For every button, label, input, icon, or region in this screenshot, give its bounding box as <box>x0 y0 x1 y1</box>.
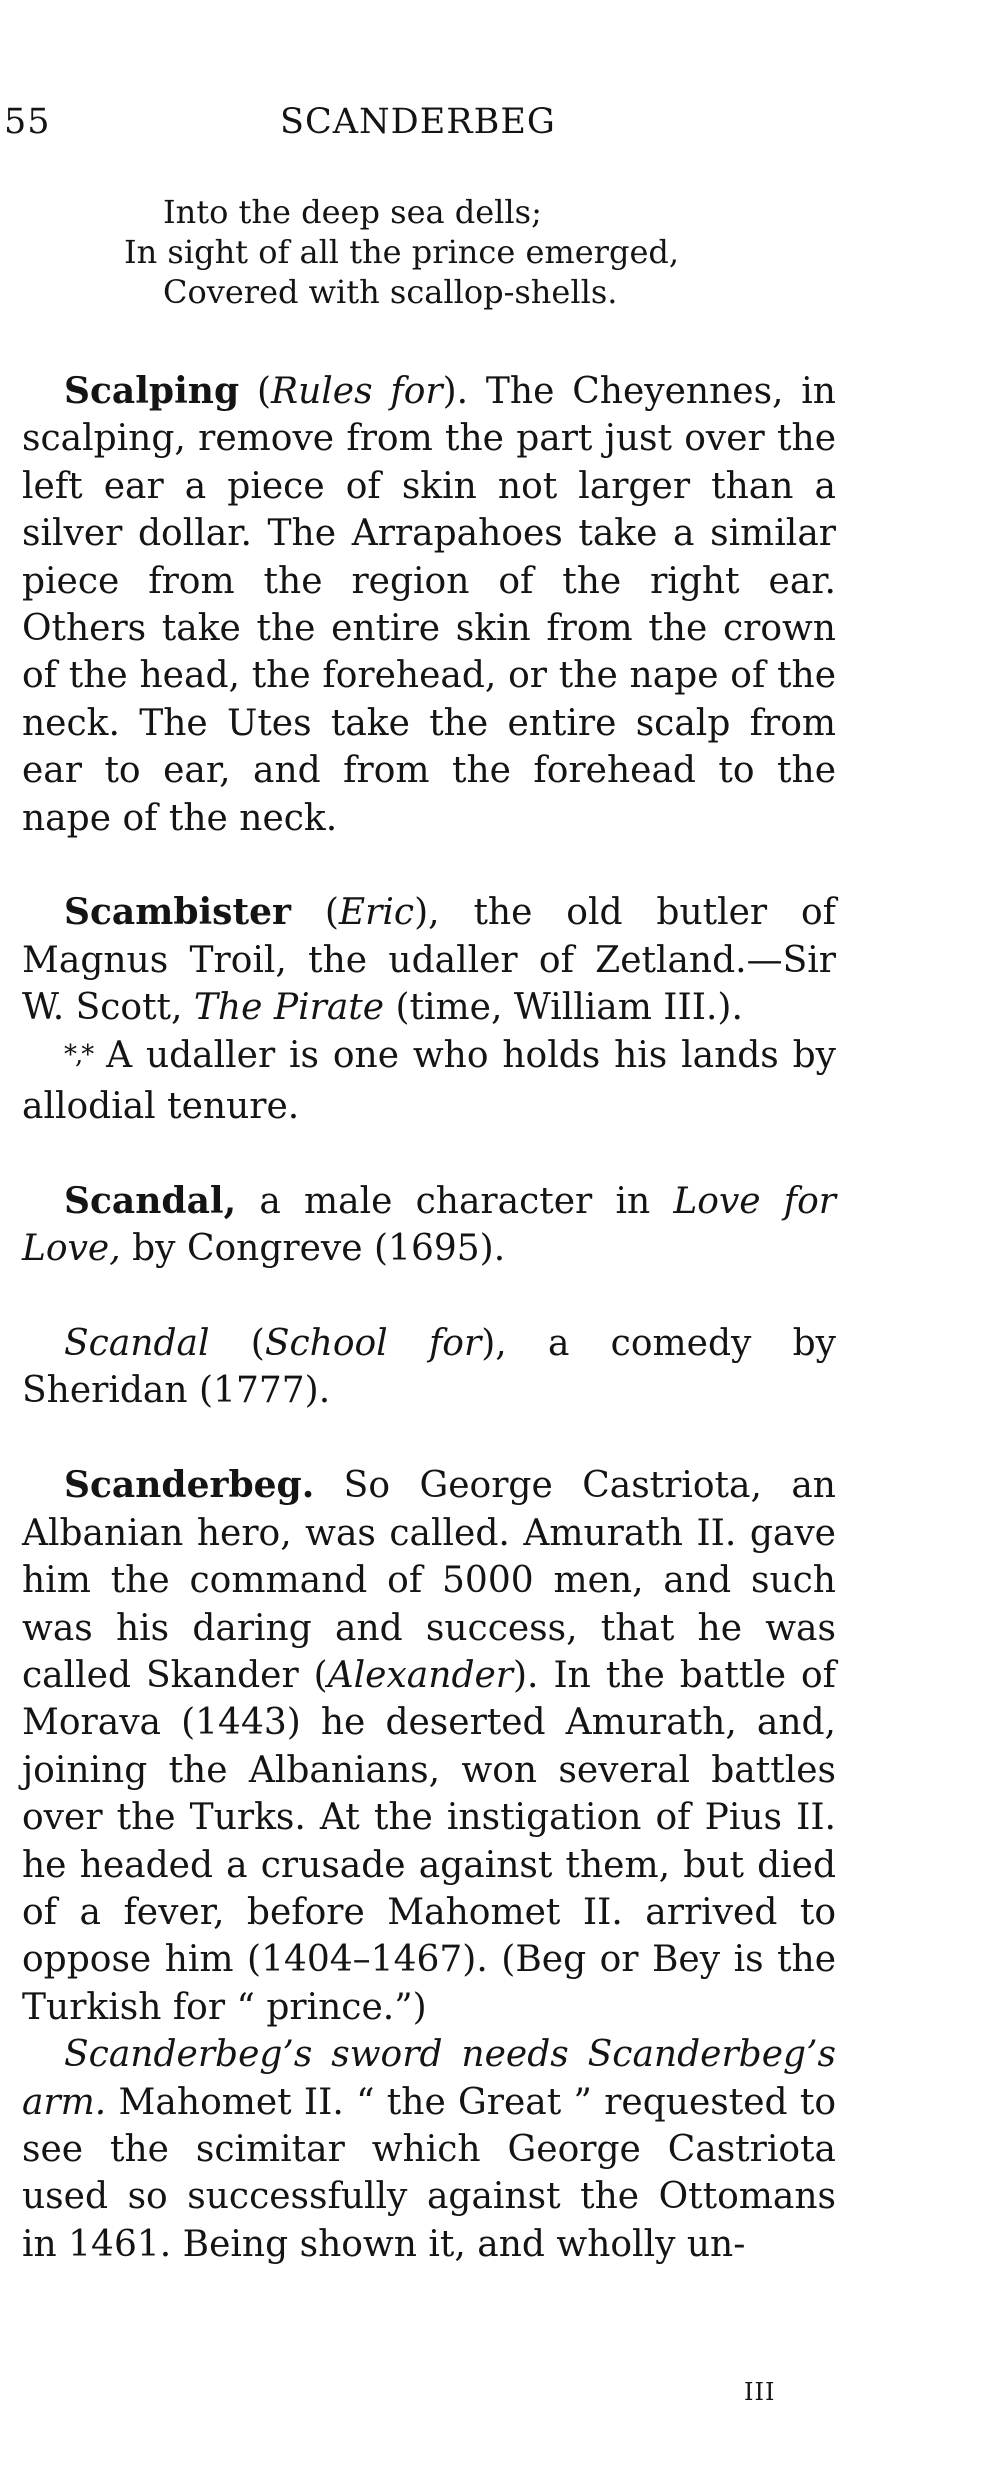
entry-scambister: Scambister (Eric), the old butler of Magnus Troil, the udaller of Zetland.—Sir W. Scott, The Pirate (time, William III.). <box>22 891 836 1029</box>
headword: Scanderbeg. <box>64 1464 315 1507</box>
running-head: SCANDERBEG <box>280 102 556 142</box>
work-title: Love for Love, <box>22 1180 837 1270</box>
subentry-label: Eric <box>338 892 415 934</box>
headword: Scalping <box>64 370 240 412</box>
headword: Scandal, <box>64 1179 237 1222</box>
asterism-mark: *,* <box>64 1039 93 1070</box>
entry-body: a comedy by Sheridan (1777). <box>22 1323 836 1412</box>
entry-body: a male character in <box>236 1180 674 1222</box>
subentry-label: Rules for <box>270 371 443 412</box>
subentry-label: School for <box>264 1323 482 1365</box>
entry-school-for-scandal: Scandal (School for), a comedy by Sheridan (1777). <box>22 1323 836 1412</box>
entry-body: The Cheyennes, in scalping, remove from the part just over the left ear a piece of skin not larger than a silver dollar. The Arrapahoes take a similar piece from the region of the right ear. Others take the entire skin from the crown of the head, the forehead, or the nape of the neck. The Utes take the entire scalp from ear to ear, and from the forehead to the nape of the neck. <box>22 371 836 839</box>
verse-quotation <box>0 192 1000 312</box>
verse-line: Covered with scallop-shells. <box>163 273 618 311</box>
verse-line: In sight of all the prince emerged, <box>124 233 680 271</box>
entry-body: So George Castriota, an Albanian hero, was called. Amurath II. gave him the command of 5000 men, and such was his daring and success, that he was called Skander ( <box>22 1465 836 1696</box>
proverb-body: Mahomet II. “ the Great ” requested to see the scimitar which George Castriota used so successfully against the Ottomans in 1461. Being shown it, and wholly un- <box>22 2081 836 2265</box>
entry-proverb <box>22 2031 836 2268</box>
alias: Alexander <box>327 1654 513 1696</box>
entry-note <box>22 1032 836 1131</box>
headword: Scandal <box>64 1323 210 1365</box>
headword: Scambister <box>64 891 291 934</box>
work-title: The Pirate <box>193 987 385 1029</box>
entry-body: the old butler of Magnus Troil, the udaller of Zetland.—Sir W. Scott, <box>22 892 836 1029</box>
page-number: 55 <box>4 102 51 142</box>
signature-mark: III <box>744 2378 776 2406</box>
entry-scanderbeg: Scanderbeg. So George Castriota, an Albanian hero, was called. Amurath II. gave him the command of 5000 men, and such was his daring and success, that he was called Skander (Alexander). In the battle of Morava (1443) he deserted Amurath, and, joining the Albanians, won several battles over the Turks. At the instigation of Pius II. he headed a crusade against them, but died of a fever, before Mahomet II. arrived to oppose him (1404–1467). (Beg or Bey is the Turkish for “ prince.”) <box>22 1464 836 2028</box>
note-text: A udaller is one who holds his lands by allodial tenure. <box>22 1034 836 1128</box>
entries-column <box>22 368 836 2268</box>
proverb: Scanderbeg’s sword needs Scanderbeg’s arm. <box>22 2034 836 2123</box>
entry-scalping: Scalping (Rules for). The Cheyennes, in scalping, remove from the part just over the left ear a piece of skin not larger than a silver dollar. The Arrapahoes take a similar piece from the region of the right ear. Others take the entire skin from the crown of the head, the forehead, or the nape of the neck. The Utes take the entire scalp from ear to ear, and from the forehead to the nape of the neck. <box>22 370 836 839</box>
entry-scandal: Scandal, a male character in Love for Love, by Congreve (1695). <box>22 1179 837 1270</box>
verse-line: Into the deep sea dells; <box>163 193 542 231</box>
